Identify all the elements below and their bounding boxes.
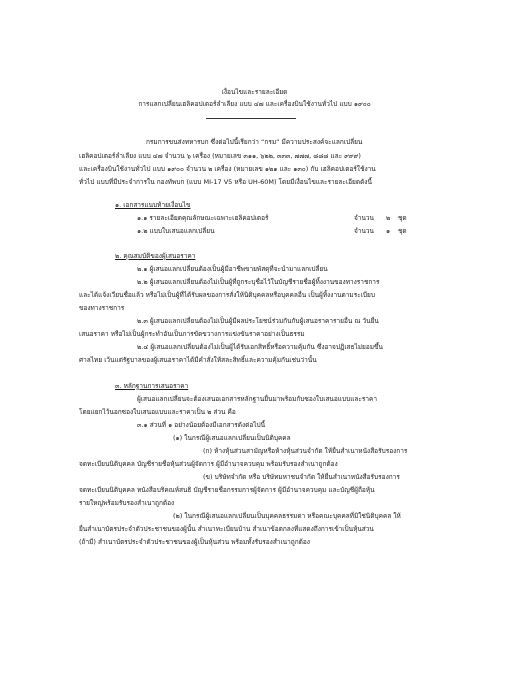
section-3-paragraph: (ข) บริษัทจำกัด หรือ บริษัทมหาชนจำกัด ให้ยื่นสำเนาหนังสือรับรองการ — [203, 473, 400, 481]
attachment-unit: ชุด — [398, 227, 407, 235]
section-3-paragraph: ผู้เสนอแลกเปลี่ยนจะต้องเสนอเอกสารหลักฐานยื่นมาพร้อมกับซองใบเสนอแบบและราคา — [137, 395, 378, 403]
document-subtitle: การแลกเปลี่ยนเฮลิคอปเตอร์ลำเลียง แบบ ๔๗ และเครื่องบินใช้งานทั่วไป แบบ ๑๙๐๐ — [138, 100, 371, 108]
attachment-label: ๑.๒ แบบใบเสนอแลกเปลี่ยน — [137, 227, 215, 235]
section-2-paragraph: ๒.๒ ผู้เสนอแลกเปลี่ยนต้องไม่เป็นผู้ที่ถูกระบุชื่อไว้ในบัญชีรายชื่อผู้ทิ้งงานของทางราชการ — [137, 278, 380, 286]
document-title: เงื่อนไขและรายละเอียด — [221, 88, 288, 96]
section-3-heading: ๓. หลักฐานการเสนอราคา — [115, 382, 189, 390]
section-1-heading: ๑. เอกสารแนบท้ายเงื่อนไข — [115, 201, 191, 209]
section-3-paragraph: ๓.๑ ส่วนที่ ๑ อย่างน้อยต้องมีเอกสารดังต่อไปนี้ — [137, 421, 266, 429]
intro-line-2: เฮลิคอปเตอร์ลำเลียง แบบ ๔๗ จำนวน ๖ เครื่อง (หมายเลข ๓๑๑, ๖๒๒, ๓๓๓, ๗๗๗, ๘๘๘ และ ๙๙๙) — [79, 152, 361, 160]
section-2-paragraph: ๒.๓ ผู้เสนอแลกเปลี่ยนต้องไม่เป็นผู้มีผลประโยชน์ร่วมกันกับผู้เสนอราคารายอื่น ณ วันยื่น — [137, 317, 379, 325]
section-2-paragraph: เสนอราคา หรือไม่เป็นผู้กระทำอันเป็นการขัดขวางการแข่งขันราคาอย่างเป็นธรรม — [79, 330, 305, 338]
attachment-qty: ๒ — [386, 214, 391, 222]
section-2-paragraph: และได้แจ้งเวียนชื่อแล้ว หรือไม่เป็นผู้ที่ได้รับผลของการสั่งให้นิติบุคคลหรือบุคคลอื่น เป็นผู้ทิ้งงานตามระเบียบ — [79, 291, 375, 299]
section-3-paragraph: (๒) ในกรณีผู้เสนอแลกเปลี่ยนเป็นบุคคลธรรมดา หรือคณะบุคคลที่มิใช่นิติบุคคล ให้ — [173, 512, 401, 520]
attachment-unit: ชุด — [398, 214, 407, 222]
section-3-paragraph: (ถ้ามี) สำเนาบัตรประจำตัวประชาชนของผู้เป็นหุ้นส่วน พร้อมทั้งรับรองสำเนาถูกต้อง — [79, 538, 310, 546]
section-3-paragraph: โดยแยกไว้นอกซองใบเสนอแบบและราคาเป็น ๒ ส่วน คือ — [79, 408, 236, 416]
title-divider — [206, 118, 296, 119]
section-3-paragraph: จดทะเบียนนิติบุคคล หนังสือบริคณห์สนธิ บัญชีรายชื่อกรรมการผู้จัดการ ผู้มีอำนาจควบคุม และบัญชีผู้ถือหุ้น — [79, 486, 375, 494]
attachment-qty: ๑ — [386, 227, 391, 235]
intro-line-3: และเครื่องบินใช้งานทั่วไป แบบ ๑๙๐๐ จำนวน ๒ เครื่อง (หมายเลข ๑๒๑ และ ๑๓๐) กับ เฮลิคอปเตอร์ใช้งาน — [79, 165, 376, 173]
section-3-paragraph: รายใหญ่พร้อมรับรองสำเนาถูกต้อง — [79, 499, 175, 507]
section-2-paragraph: ๒.๑ ผู้เสนอแลกเปลี่ยนต้องเป็นผู้มีอาชีพขายพัสดุที่จะนำมาแลกเปลี่ยน — [137, 265, 328, 273]
section-3-paragraph: ยื่นสำเนาบัตรประจำตัวประชาชนของผู้นั้น สำเนาทะเบียนบ้าน สำเนาข้อตกลงที่แสดงถึงการเข้าเป็นหุ้นส่วน — [79, 525, 374, 533]
intro-line-1: กรมการขนส่งทหารบก ซึ่งต่อไปนี้เรียกว่า “กรม” มีความประสงค์จะแลกเปลี่ยน — [146, 138, 363, 146]
section-3-paragraph: จดทะเบียนนิติบุคคล บัญชีรายชื่อหุ้นส่วนผู้จัดการ ผู้มีอำนาจควบคุม พร้อมรับรองสำเนาถูกต้อง — [79, 460, 338, 468]
intro-line-4: ทั่วไป แบบที่มีประจำการใน กองทัพบก (แบบ MI-17 V5 หรือ UH-60M) โดยมีเงื่อนไขและรายละเอียดดังนี้ — [79, 178, 372, 186]
section-2-heading: ๒. คุณสมบัติของผู้เสนอราคา — [115, 252, 196, 260]
section-2-paragraph: ของทางราชการ — [79, 304, 125, 312]
section-3-paragraph: (๑) ในกรณีผู้เสนอแลกเปลี่ยนเป็นนิติบุคคล — [173, 434, 291, 442]
section-3-paragraph: (ก) ห้างหุ้นส่วนสามัญหรือห้างหุ้นส่วนจำกัด ให้ยื่นสำเนาหนังสือรับรองการ — [203, 447, 408, 455]
section-2-paragraph: ๒.๔ ผู้เสนอแลกเปลี่ยนต้องไม่เป็นผู้ได้รับเอกสิทธิ์หรือความคุ้มกัน ซึ่งอาจปฏิเสธไม่ยอมขึ้น — [137, 343, 383, 351]
attachment-qty-label: จำนวน — [354, 214, 374, 222]
section-2-paragraph: ศาลไทย เว้นแต่รัฐบาลของผู้เสนอราคาได้มีคำสั่งให้สละสิทธิ์และความคุ้มกันเช่นว่านั้น — [79, 356, 317, 364]
attachment-qty-label: จำนวน — [354, 227, 374, 235]
attachment-label: ๑.๑ รายละเอียดคุณลักษณะเฉพาะเฮลิคอปเตอร์ — [137, 214, 269, 222]
